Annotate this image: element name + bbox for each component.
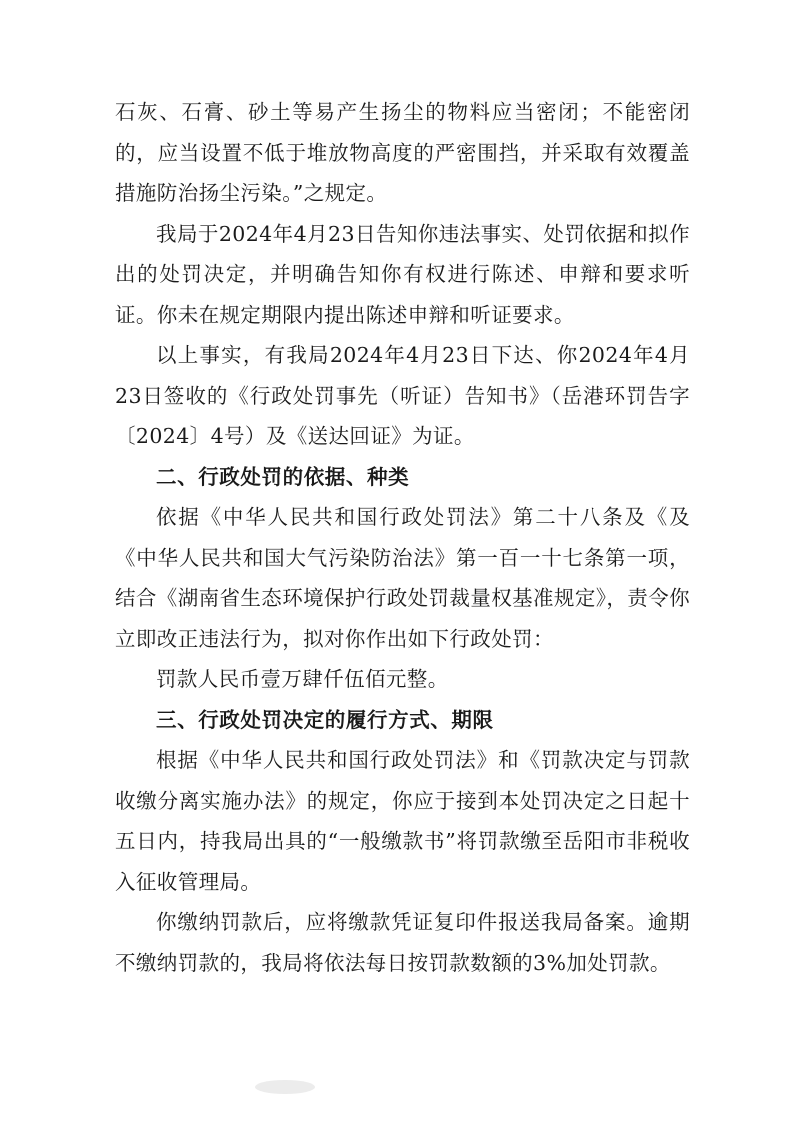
paragraph-continuation: 石灰、石膏、砂土等易产生扬尘的物料应当密闭；不能密闭的，应当设置不低于堆放物高度的严密围挡，并采取有效覆盖措施防治扬尘污染。”之规定。 — [115, 100, 690, 205]
paragraph-fine-amount: 罚款人民币壹万肆仟伍佰元整。 — [156, 667, 449, 691]
paragraph-evidence: 以上事实，有我局2024年4月23日下达、你2024年4月23日签收的《行政处罚事先（听证）告知书》（岳港环罚告字〔2024〕4号）及《送达回证》为证。 — [115, 343, 690, 448]
paragraph-notice: 我局于2024年4月23日告知你违法事实、处罚依据和拟作出的处罚决定，并明确告知你有权进行陈述、申辩和要求听证。你未在规定期限内提出陈述申辩和听证要求。 — [115, 221, 690, 327]
document-body — [115, 92, 690, 983]
scan-smudge — [255, 1080, 315, 1094]
paragraph-legal-basis: 依据《中华人民共和国行政处罚法》第二十八条及《及《中华人民共和国大气污染防治法》第一百一十七条第一项，结合《湖南省生态环境保护行政处罚裁量权基准规定》，责令你立即改正违法行为，拟对你作出如下行政处罚： — [115, 505, 690, 651]
paragraph-late-penalty: 你缴纳罚款后，应将缴款凭证复印件报送我局备案。逾期不缴纳罚款的，我局将依法每日按罚款数额的3%加处罚款。 — [115, 910, 690, 975]
section-heading-payment: 三、行政处罚决定的履行方式、期限 — [156, 707, 494, 732]
section-heading-basis: 二、行政处罚的依据、种类 — [156, 464, 410, 489]
paragraph-payment-method: 根据《中华人民共和国行政处罚法》和《罚款决定与罚款收缴分离实施办法》的规定，你应于接到本处罚决定之日起十五日内，持我局出具的“一般缴款书”将罚款缴至岳阳市非税收入征收管理局。 — [115, 748, 690, 894]
